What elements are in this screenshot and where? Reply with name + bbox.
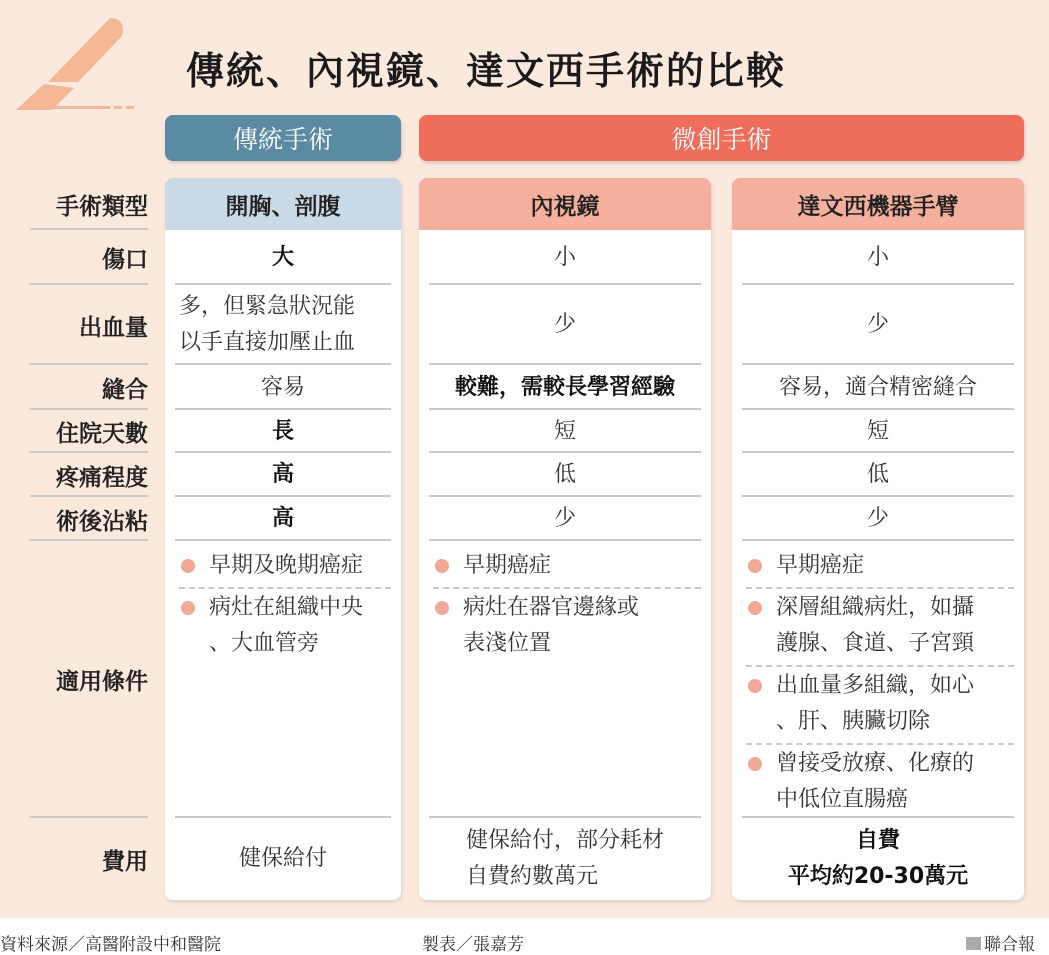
bullet-icon	[435, 559, 449, 573]
column-endoscope	[419, 178, 711, 900]
row-label: 術後沾粘	[30, 497, 148, 541]
cost-cell: 健保給付，部分耗材 自費約數萬元	[465, 828, 664, 889]
condition-text: 深層組織病灶，如攝 護腺、食道、子宮頸	[776, 595, 975, 656]
table-cell: 多，但緊急狀況能 以手直接加壓止血	[165, 285, 401, 365]
table-cell: 高	[165, 497, 401, 541]
condition-text: 出血量多組織，如心 、肝、胰臟切除	[776, 673, 975, 734]
row-label: 疼痛程度	[30, 453, 148, 497]
condition-text: 病灶在組織中央 、大血管旁	[209, 595, 364, 656]
table-cell: 較難，需較長學習經驗	[419, 365, 711, 410]
column-traditional	[165, 178, 401, 900]
cost-cell: 自費 平均約20-30萬元	[787, 828, 969, 889]
bullet-icon	[435, 601, 449, 615]
table-cell: 容易	[165, 365, 401, 410]
scalpel-icon	[14, 14, 144, 114]
row-label: 縫合	[30, 365, 148, 410]
row-label: 手術類型	[30, 178, 148, 230]
row-label: 適用條件	[30, 541, 148, 818]
source-note: 資料來源／高醫附設中和醫院	[0, 935, 221, 955]
condition-item	[433, 589, 701, 665]
bullet-icon	[181, 559, 195, 573]
column-header: 達文西機器手臂	[732, 178, 1024, 230]
table-cell: 低	[419, 453, 711, 497]
condition-item	[433, 547, 701, 589]
bullet-icon	[748, 559, 762, 573]
bullet-icon	[181, 601, 195, 615]
condition-text: 早期及晚期癌症	[209, 553, 364, 578]
publisher-name: 聯合報	[984, 935, 1035, 955]
condition-text: 病灶在器官邊緣或 表淺位置	[463, 595, 640, 656]
condition-item	[746, 547, 1014, 589]
column-header: 內視鏡	[419, 178, 711, 230]
table-cell: 少	[732, 497, 1024, 541]
row-label: 出血量	[30, 285, 148, 365]
bullet-icon	[748, 679, 762, 693]
maker-note: 製表／張嘉芳	[422, 935, 524, 955]
square-icon	[966, 937, 981, 950]
group-traditional: 傳統手術	[165, 115, 401, 161]
conditions-cell	[165, 541, 401, 818]
table-cell: 高	[165, 453, 401, 497]
table-cell: 少	[732, 285, 1024, 365]
table-cell: 短	[732, 410, 1024, 453]
row-label: 費用	[102, 848, 148, 875]
condition-item	[746, 745, 1014, 821]
condition-item	[179, 589, 391, 665]
column-davinci	[732, 178, 1024, 900]
table-cell: 小	[419, 230, 711, 285]
cost-cell: 健保給付	[238, 846, 327, 871]
condition-text: 早期癌症	[776, 553, 865, 578]
publisher	[966, 930, 1035, 955]
group-minimal-invasive: 微創手術	[419, 115, 1024, 161]
condition-text: 曾接受放療、化療的 中低位直腸癌	[776, 751, 975, 812]
condition-text: 早期癌症	[463, 553, 552, 578]
table-cell: 容易，適合精密縫合	[732, 365, 1024, 410]
bullet-icon	[748, 757, 762, 771]
conditions-cell	[732, 541, 1024, 818]
page-title: 傳統、內視鏡、達文西手術的比較	[186, 49, 787, 93]
table-cell: 長	[165, 410, 401, 453]
table-cell: 大	[165, 230, 401, 285]
condition-item	[746, 667, 1014, 745]
row-labels	[30, 178, 148, 900]
condition-item	[179, 547, 391, 589]
row-label: 住院天數	[30, 410, 148, 453]
row-label: 傷口	[30, 230, 148, 285]
condition-item	[746, 589, 1014, 667]
table-cell: 少	[419, 285, 711, 365]
table-cell: 少	[419, 497, 711, 541]
column-header: 開胸、剖腹	[165, 178, 401, 230]
table-cell: 低	[732, 453, 1024, 497]
table-cell: 短	[419, 410, 711, 453]
conditions-cell	[419, 541, 711, 818]
table-cell: 小	[732, 230, 1024, 285]
bullet-icon	[748, 601, 762, 615]
